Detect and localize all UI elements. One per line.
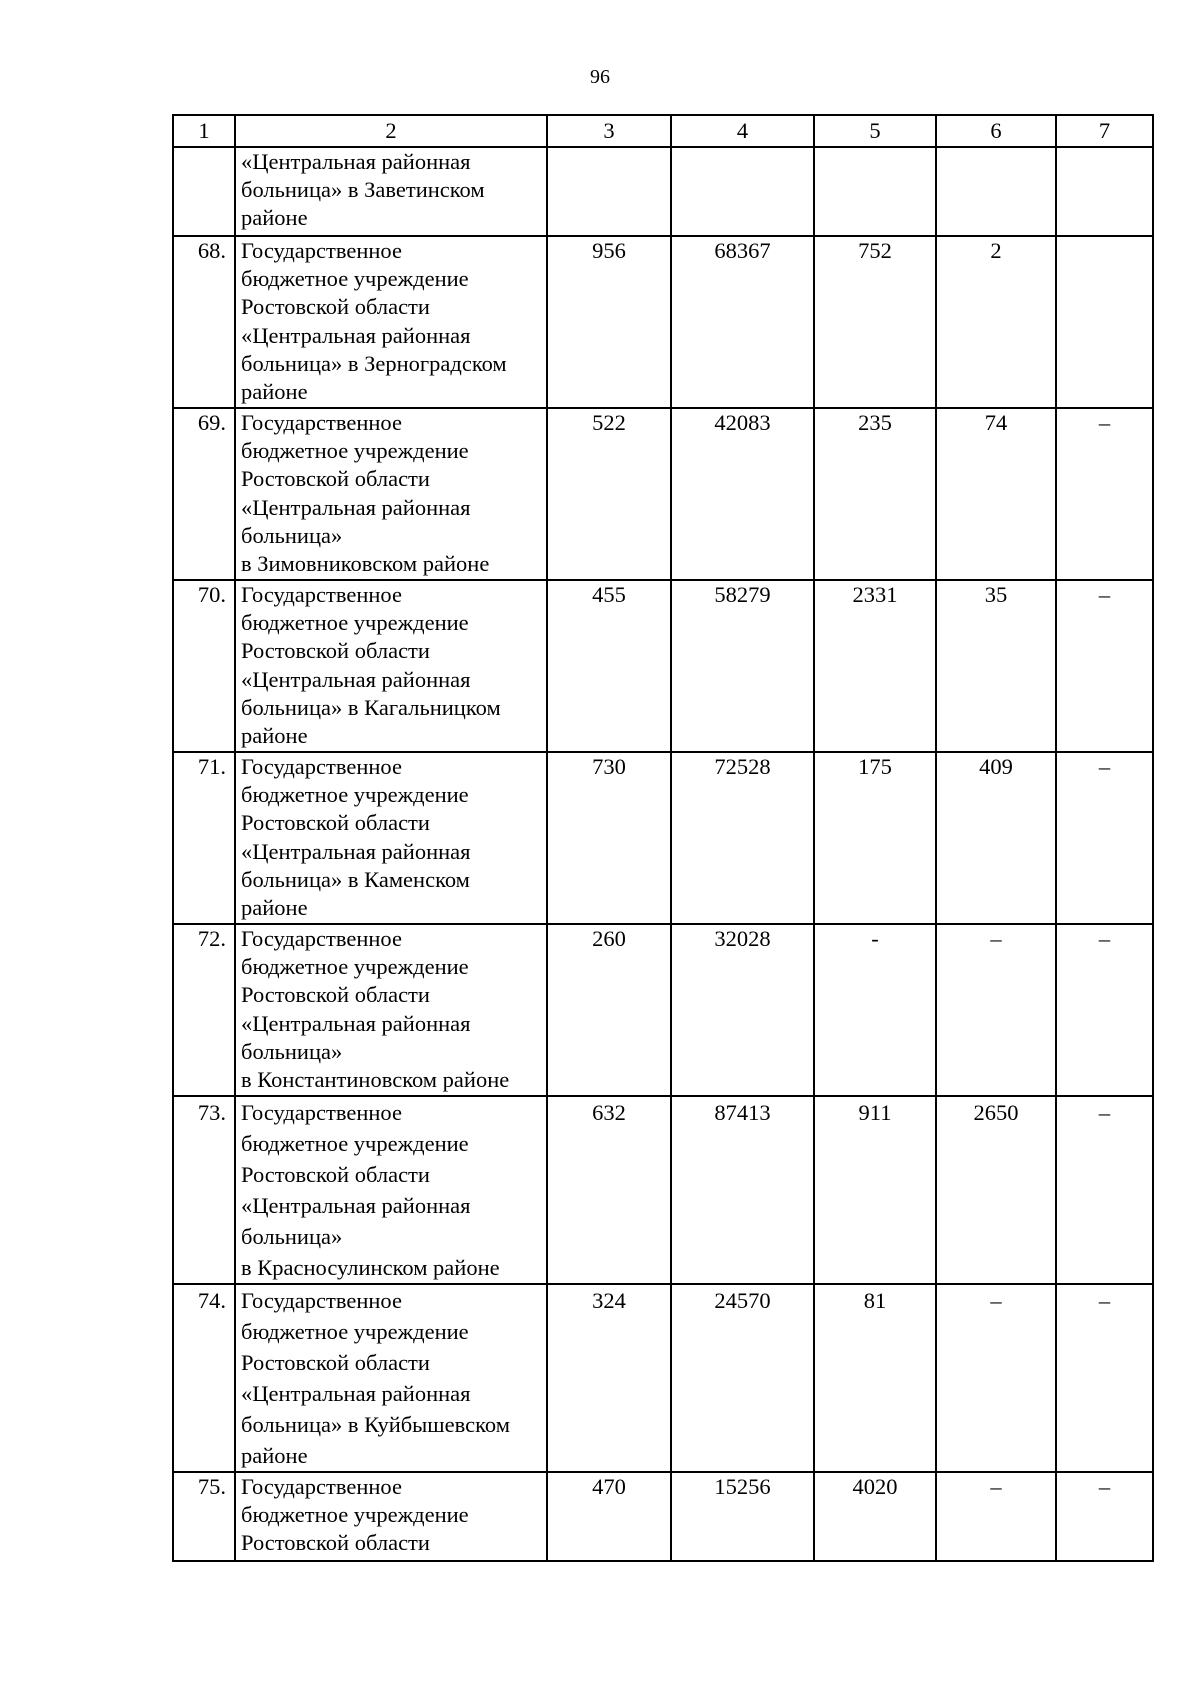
cell-col3: 956 — [547, 236, 671, 408]
cell-col7: – — [1056, 580, 1153, 752]
cell-col7: – — [1056, 1096, 1153, 1284]
table-row — [173, 1096, 1153, 1284]
cell-col7: – — [1056, 924, 1153, 1096]
cell-col6: 409 — [936, 752, 1056, 924]
row-number: 74. — [173, 1284, 235, 1472]
cell-col5: 235 — [814, 408, 936, 580]
cell-col3: 730 — [547, 752, 671, 924]
row-number: 75. — [173, 1472, 235, 1561]
table-row — [173, 1472, 1153, 1561]
table-row — [173, 236, 1153, 408]
institution-name: Государственное бюджетное учреждение Ростовской области «Центральная районная больница» в Зерноградском районе — [235, 236, 547, 408]
row-number: 70. — [173, 580, 235, 752]
cell-col4 — [671, 147, 814, 236]
cell-col4: 42083 — [671, 408, 814, 580]
cell-col6: 35 — [936, 580, 1056, 752]
cell-col4: 15256 — [671, 1472, 814, 1561]
column-header: 6 — [936, 115, 1056, 147]
cell-col4: 24570 — [671, 1284, 814, 1472]
institution-name: Государственное бюджетное учреждение Ростовской области «Центральная районная больница» в Красносулинском районе — [235, 1096, 547, 1284]
cell-col7: – — [1056, 1472, 1153, 1561]
cell-col3: 522 — [547, 408, 671, 580]
cell-col4: 87413 — [671, 1096, 814, 1284]
cell-col3 — [547, 147, 671, 236]
column-header: 5 — [814, 115, 936, 147]
cell-col5: 4020 — [814, 1472, 936, 1561]
column-header: 4 — [671, 115, 814, 147]
cell-col7 — [1056, 147, 1153, 236]
cell-col5: 911 — [814, 1096, 936, 1284]
cell-col3: 632 — [547, 1096, 671, 1284]
row-number: 73. — [173, 1096, 235, 1284]
data-table — [172, 114, 1154, 1562]
column-header: 3 — [547, 115, 671, 147]
row-number: 72. — [173, 924, 235, 1096]
institution-name: Государственное бюджетное учреждение Ростовской области «Центральная районная больница» в Каменском районе — [235, 752, 547, 924]
cell-col6: – — [936, 1472, 1056, 1561]
cell-col6: 2650 — [936, 1096, 1056, 1284]
cell-col5: - — [814, 924, 936, 1096]
table-row — [173, 1284, 1153, 1472]
table-row — [173, 752, 1153, 924]
institution-name: Государственное бюджетное учреждение Ростовской области «Центральная районная больница» в Зимовниковском районе — [235, 408, 547, 580]
row-number — [173, 147, 235, 236]
cell-col5: 752 — [814, 236, 936, 408]
header-row — [173, 115, 1153, 147]
cell-col6: – — [936, 1284, 1056, 1472]
column-header: 7 — [1056, 115, 1153, 147]
column-header: 1 — [173, 115, 235, 147]
cell-col3: 260 — [547, 924, 671, 1096]
institution-name: Государственное бюджетное учреждение Ростовской области «Центральная районная больница» в Куйбышевском районе — [235, 1284, 547, 1472]
table-row — [173, 580, 1153, 752]
page-number: 96 — [590, 66, 610, 88]
cell-col7: – — [1056, 408, 1153, 580]
cell-col3: 470 — [547, 1472, 671, 1561]
cell-col6 — [936, 147, 1056, 236]
cell-col5: 175 — [814, 752, 936, 924]
cell-col3: 455 — [547, 580, 671, 752]
table-row — [173, 408, 1153, 580]
institution-name: «Центральная районная больница» в Заветинском районе — [235, 147, 547, 236]
cell-col6: 2 — [936, 236, 1056, 408]
cell-col4: 58279 — [671, 580, 814, 752]
cell-col4: 32028 — [671, 924, 814, 1096]
table-row — [173, 924, 1153, 1096]
cell-col5: 2331 — [814, 580, 936, 752]
cell-col6: – — [936, 924, 1056, 1096]
cell-col4: 72528 — [671, 752, 814, 924]
cell-col4: 68367 — [671, 236, 814, 408]
institution-name: Государственное бюджетное учреждение Ростовской области — [235, 1472, 547, 1561]
institution-name: Государственное бюджетное учреждение Ростовской области «Центральная районная больница» в Константиновском районе — [235, 924, 547, 1096]
table-row — [173, 147, 1153, 236]
cell-col3: 324 — [547, 1284, 671, 1472]
row-number: 69. — [173, 408, 235, 580]
cell-col7: – — [1056, 752, 1153, 924]
cell-col6: 74 — [936, 408, 1056, 580]
row-number: 68. — [173, 236, 235, 408]
institution-name: Государственное бюджетное учреждение Ростовской области «Центральная районная больница» в Кагальницком районе — [235, 580, 547, 752]
cell-col5: 81 — [814, 1284, 936, 1472]
row-number: 71. — [173, 752, 235, 924]
cell-col7 — [1056, 236, 1153, 408]
column-header: 2 — [235, 115, 547, 147]
cell-col5 — [814, 147, 936, 236]
cell-col7: – — [1056, 1284, 1153, 1472]
